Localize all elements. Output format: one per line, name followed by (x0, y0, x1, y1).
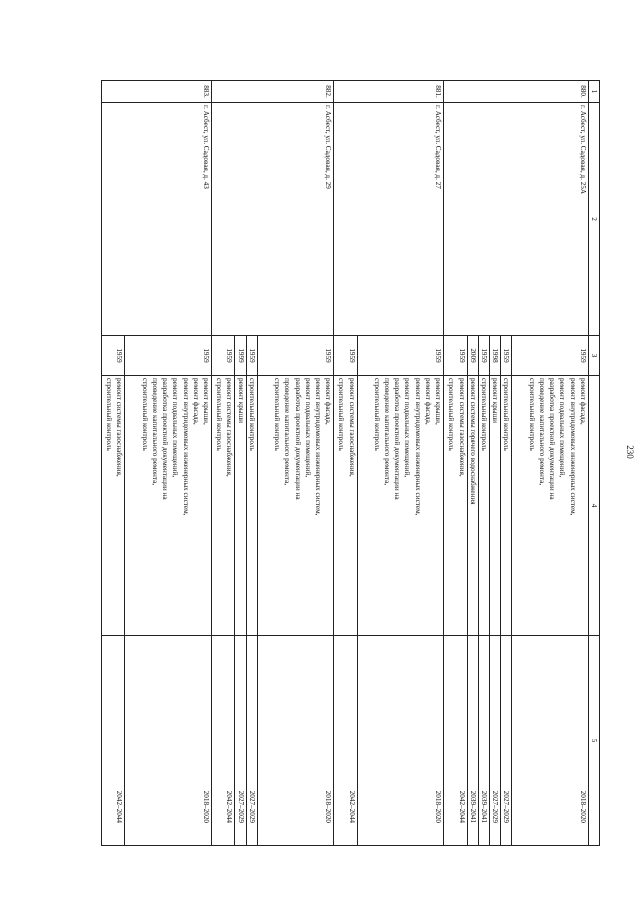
work-line: ремонт крыши, (434, 378, 443, 425)
work-line: ремонт системы газоснабжения, (457, 378, 466, 477)
work-line: строительный контроль (447, 378, 456, 451)
work-line: проведение капитального ремонта, (150, 378, 159, 486)
work-cell (490, 376, 501, 636)
period-cell: 2018–2020 (357, 636, 444, 846)
work-line: строительный контроль (527, 378, 536, 451)
work-cell (125, 376, 212, 636)
work-cell (212, 376, 235, 636)
period-cell: 2018–2020 (512, 636, 588, 846)
period-cell: 2039–2041 (467, 636, 478, 846)
year-cell: 1959 (444, 336, 467, 376)
work-line: строительный контроль (372, 378, 381, 451)
work-line: строительный контроль (215, 378, 224, 451)
table-row (257, 81, 333, 846)
period-cell: 2042–2044 (212, 636, 235, 846)
work-cell (512, 376, 588, 636)
page-number: 230 (625, 445, 635, 459)
year-cell: 1959 (334, 336, 357, 376)
work-line: строительный контроль (247, 378, 256, 451)
rotated-table-wrapper (85, 80, 600, 845)
year-cell: 1959 (102, 336, 125, 376)
work-line: ремонт фасада, (423, 378, 432, 425)
work-line: строительный контроль (273, 378, 282, 451)
work-cell (444, 376, 467, 636)
work-line: разработка проектной документации на (548, 378, 557, 500)
header-col-4: 4 (588, 376, 599, 636)
year-cell: 1959 (512, 336, 588, 376)
work-line: строительный контроль (105, 378, 114, 451)
address-cell: г. Асбест, ул. Садовая, д. 27 (334, 103, 444, 336)
work-cell (478, 376, 489, 636)
period-cell: 2018–2020 (257, 636, 333, 846)
work-cell (257, 376, 333, 636)
row-number: 883. (102, 81, 212, 103)
row-number: 881. (334, 81, 444, 103)
work-cell (467, 376, 478, 636)
work-line: проведение капитального ремонта, (283, 378, 292, 486)
work-line: ремонт подвальных помещений, (303, 378, 312, 478)
work-line: ремонт системы газоснабжения, (225, 378, 234, 477)
address-cell: г. Асбест, ул. Садовая, д. 25А (444, 103, 589, 336)
header-col-2: 2 (588, 103, 599, 336)
work-cell (102, 376, 125, 636)
year-cell: 1959 (257, 336, 333, 376)
year-cell: 1999 (235, 336, 246, 376)
year-cell: 1959 (357, 336, 444, 376)
table-row (512, 81, 588, 846)
work-line: ремонт подвальных помещений, (403, 378, 412, 478)
work-line: ремонт внутридомовых инженерных систем, (313, 378, 322, 516)
work-line: ремонт подвальных помещений, (171, 378, 180, 478)
row-number: 882. (212, 81, 334, 103)
table-body (102, 81, 589, 846)
row-number: 880. (444, 81, 589, 103)
work-cell (235, 376, 246, 636)
header-col-3: 3 (588, 336, 599, 376)
repair-schedule-table (101, 80, 600, 846)
year-cell: 1959 (246, 336, 257, 376)
address-cell: г. Асбест, ул. Садовая, д. 43 (102, 103, 212, 336)
work-line: ремонт системы газоснабжения, (115, 378, 124, 477)
work-cell (246, 376, 257, 636)
address-cell: г. Асбест, ул. Садовая, д. 29 (212, 103, 334, 336)
work-cell (357, 376, 444, 636)
work-line: ремонт внутридомовых инженерных систем, (181, 378, 190, 516)
table-row (357, 81, 444, 846)
period-cell: 2027–2029 (235, 636, 246, 846)
work-line: ремонт фасада, (578, 378, 587, 425)
work-line: разработка проектной документации на (161, 378, 170, 500)
period-cell: 2027–2029 (490, 636, 501, 846)
period-cell: 2042–2044 (102, 636, 125, 846)
work-cell (501, 376, 512, 636)
year-cell: 1998 (490, 336, 501, 376)
table-row (125, 81, 212, 846)
work-line: строительный контроль (480, 378, 489, 451)
work-line: строительный контроль (337, 378, 346, 451)
period-cell: 2027–2029 (246, 636, 257, 846)
period-cell: 2042–2044 (334, 636, 357, 846)
work-line: проведение капитального ремонта, (383, 378, 392, 486)
year-cell: 2009 (467, 336, 478, 376)
year-cell: 1959 (501, 336, 512, 376)
work-line: ремонт внутридомовых инженерных систем, (413, 378, 422, 516)
work-line: ремонт фасада, (191, 378, 200, 425)
work-line: ремонт подвальных помещений, (558, 378, 567, 478)
work-line: ремонт крыши, (202, 378, 210, 425)
work-line: ремонт внутридомовых инженерных систем, (568, 378, 577, 516)
work-line: разработка проектной документации на (393, 378, 402, 500)
year-cell: 1959 (125, 336, 212, 376)
year-cell: 1959 (212, 336, 235, 376)
work-cell (334, 376, 357, 636)
period-cell: 2018–2020 (125, 636, 212, 846)
header-col-5: 5 (588, 636, 599, 846)
header-col-1: 1 (588, 81, 599, 103)
period-cell: 2027–2029 (501, 636, 512, 846)
work-line: строительный контроль (140, 378, 149, 451)
work-line: строительный контроль (502, 378, 511, 451)
work-line: ремонт крыши (236, 378, 245, 424)
year-cell: 1959 (478, 336, 489, 376)
work-line: проведение капитального ремонта, (537, 378, 546, 486)
work-line: разработка проектной документации на (293, 378, 302, 500)
work-line: ремонт системы горячего водоснабжения (468, 378, 477, 505)
work-line: ремонт крыши (491, 378, 500, 424)
work-line: ремонт фасада, (324, 378, 333, 425)
table-header-row (588, 81, 599, 846)
period-cell: 2039–2041 (478, 636, 489, 846)
period-cell: 2042–2044 (444, 636, 467, 846)
work-line: ремонт системы газоснабжения, (347, 378, 356, 477)
